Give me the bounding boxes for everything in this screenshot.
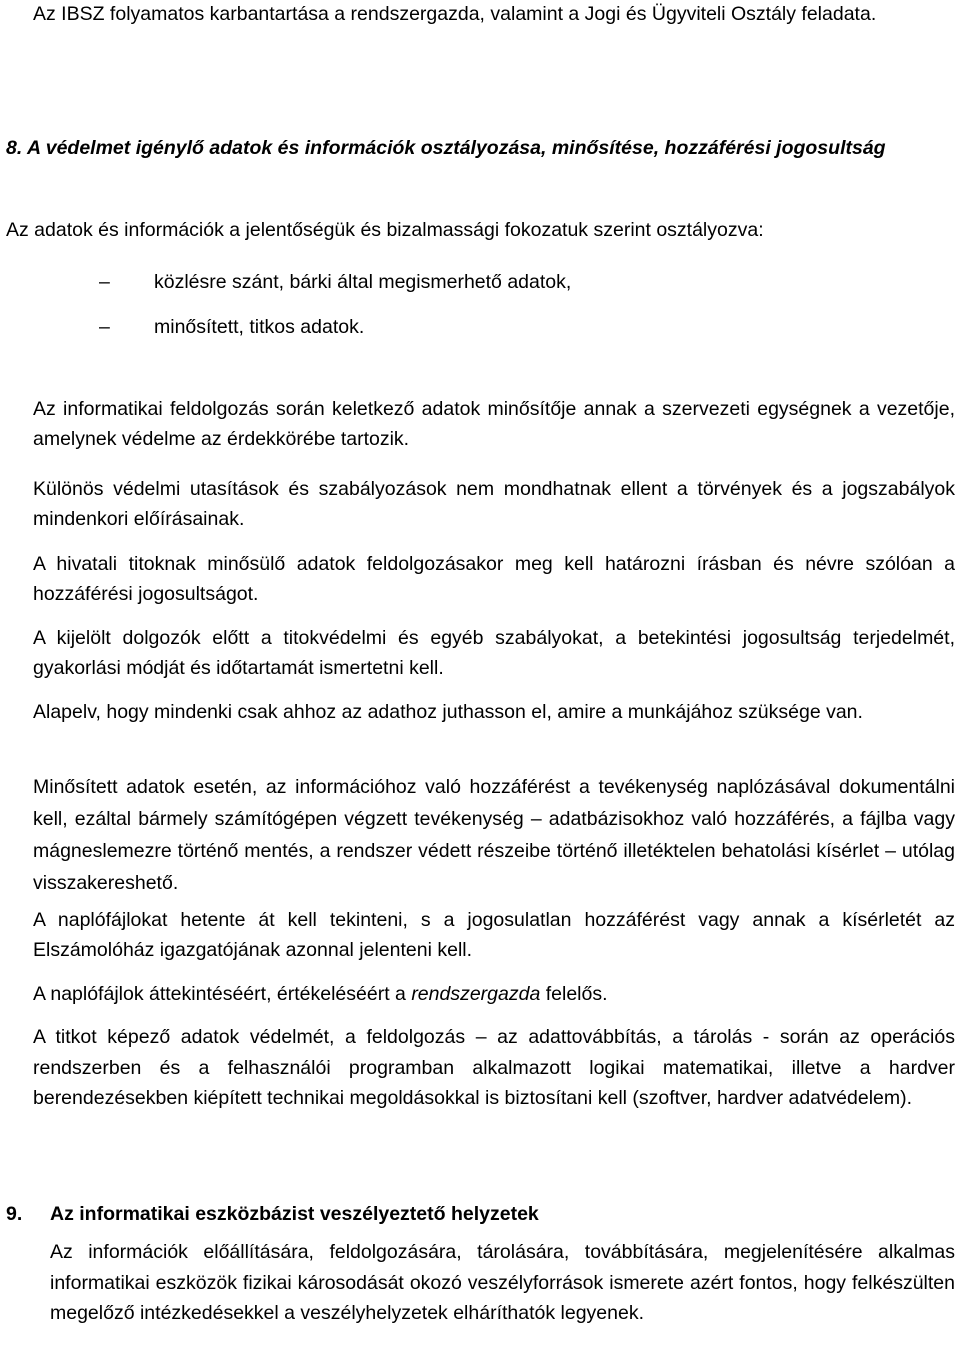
dash-icon: – <box>99 271 110 293</box>
section-title: Az informatikai eszközbázist veszélyeztető helyzetek <box>50 1203 539 1225</box>
bullet-text: közlésre szánt, bárki által megismerhető adatok, <box>154 271 572 293</box>
paragraph: Alapelv, hogy mindenki csak ahhoz az adathoz juthasson el, amire a munkájához szüksége van. <box>33 701 863 723</box>
paragraph: A naplófájlokat hetente át kell tekinteni, s a jogosulatlan hozzáférést vagy annak a kísérletét az Elszámolóház igazgatójának azonnal jelenteni kell. <box>33 909 955 961</box>
paragraph: A titkot képező adatok védelmét, a feldolgozás – az adattovábbítás, a tárolás - során az operációs rendszerben és a felhasználói programban alkalmazott logikai matematikai, illetve a hardver berendezésekben kiépített technikai megoldásokkal is biztosítani kell (szoftver, hardver adatvédelem). <box>33 1026 955 1109</box>
paragraph: Az információk előállítására, feldolgozására, tárolására, továbbítására, megjelenítésére alkalmas informatikai eszközök fizikai károsodását okozó veszélyforrások ismerete azért fontos, hogy felkészülten megelőző intézkedésekkel a veszélyhelyzetek elháríthatók legyenek. <box>50 1241 955 1324</box>
paragraph: A kijelölt dolgozók előtt a titokvédelmi és egyéb szabályokat, a betekintési jogosultság terjedelmét, gyakorlási módját és időtartamát ismertetni kell. <box>33 627 955 679</box>
responsible-role: rendszergazda <box>411 983 541 1005</box>
dash-icon: – <box>99 316 110 338</box>
paragraph: Minősített adatok esetén, az információhoz való hozzáférést a tevékenység naplózásával dokumentálni kell, ezáltal bármely számítógépen végzett tevékenység – adatbázisokhoz való hozzáférés, a fájlba vagy mágneslemezre történő mentés, a rendszer védett részeibe történő illetéktelen behatolási kísérlet – utólag visszakereshető. <box>33 776 955 894</box>
section-9-heading <box>6 1199 539 1229</box>
paragraph: A hivatali titoknak minősülő adatok feldolgozásakor meg kell határozni írásban és névre szólóan a hozzáférési jogosultságot. <box>33 553 955 605</box>
bullet-text: minősített, titkos adatok. <box>154 316 365 338</box>
responsible-paragraph <box>33 979 608 1009</box>
section-number: 9. <box>6 1203 23 1225</box>
responsible-text: A naplófájlok áttekintéséért, értékeléséért a <box>33 983 412 1005</box>
paragraph: Különös védelmi utasítások és szabályozások nem mondhatnak ellent a törvények és a jogszabályok mindenkori előírásainak. <box>33 478 955 530</box>
section-8-lead: Az adatok és információk a jelentőségük és bizalmassági fokozatuk szerint osztályozva: <box>6 219 764 241</box>
intro-paragraph: Az IBSZ folyamatos karbantartása a rendszergazda, valamint a Jogi és Ügyviteli Osztály feladata. <box>33 3 877 25</box>
section-8-heading: 8. A védelmet igénylő adatok és információk osztályozása, minősítése, hozzáférési jogosultság <box>6 137 886 159</box>
responsible-text-end: felelős. <box>540 983 608 1005</box>
paragraph: Az informatikai feldolgozás során keletkező adatok minősítője annak a szervezeti egységnek a vezetője, amelynek védelme az érdekkörébe tartozik. <box>33 398 955 450</box>
